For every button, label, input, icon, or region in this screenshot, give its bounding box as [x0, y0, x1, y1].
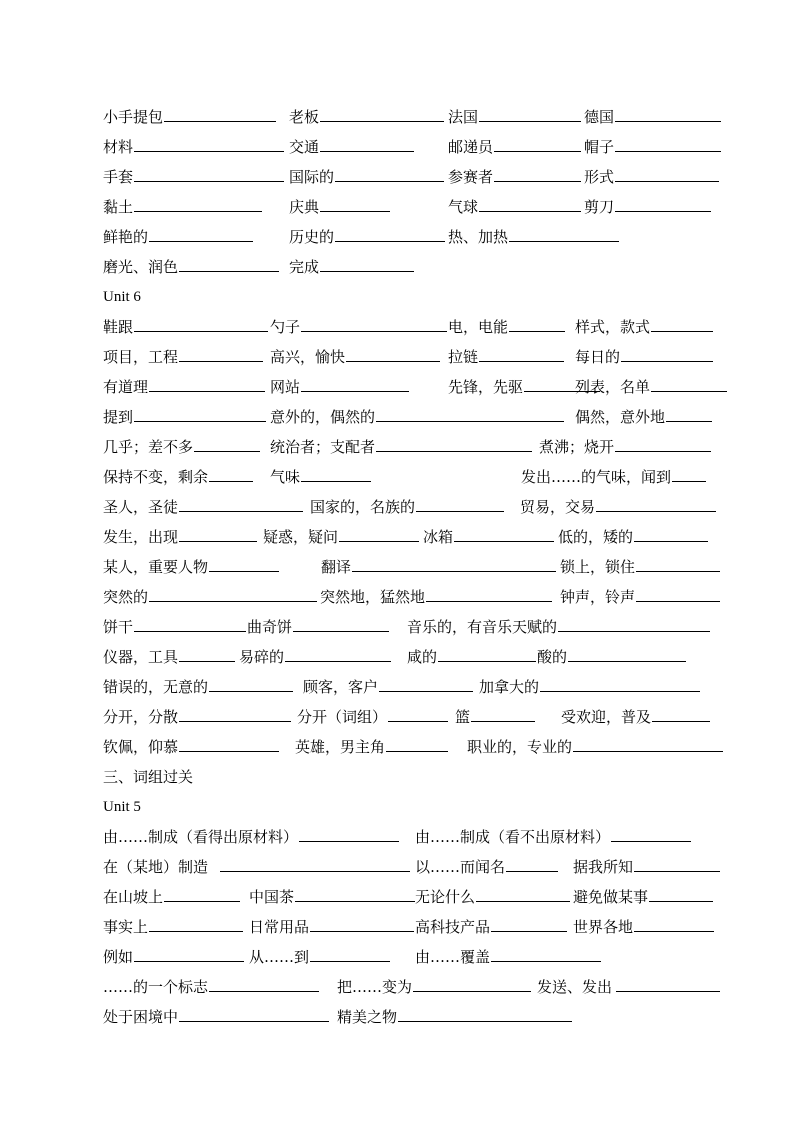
answer-blank[interactable]	[426, 583, 552, 602]
word-prompt: 法国	[448, 108, 479, 126]
vocab-row	[103, 642, 723, 672]
answer-blank[interactable]	[509, 223, 619, 242]
answer-blank[interactable]	[636, 583, 720, 602]
phrase-prompt: 例如	[103, 948, 134, 966]
word-prompt: 项目，工程	[103, 348, 179, 366]
vocab-row	[103, 162, 723, 192]
word-prompt: 突然地，猛然地	[320, 588, 426, 606]
word-prompt: 偶然，意外地	[575, 408, 666, 426]
vocab-row	[103, 192, 723, 222]
answer-blank[interactable]	[386, 733, 448, 752]
word-prompt: 剪刀	[584, 198, 615, 216]
answer-blank[interactable]	[634, 853, 720, 872]
answer-blank[interactable]	[471, 703, 535, 722]
word-prompt: 电，电能	[448, 318, 509, 336]
phrase-prompt: 以……而闻名	[415, 858, 506, 876]
word-prompt: 国家的，名族的	[310, 498, 416, 516]
word-prompt: 国际的	[289, 168, 335, 186]
answer-blank[interactable]	[491, 943, 601, 962]
vocab-row	[103, 132, 723, 162]
answer-blank[interactable]	[346, 343, 440, 362]
word-prompt: 饼干	[103, 618, 134, 636]
answer-blank[interactable]	[209, 463, 253, 482]
word-prompt: 鲜艳的	[103, 228, 149, 246]
phrase-row	[103, 1002, 723, 1032]
vocab-row	[103, 102, 723, 132]
answer-blank[interactable]	[491, 913, 567, 932]
answer-blank[interactable]	[194, 433, 260, 452]
answer-blank[interactable]	[209, 553, 279, 572]
vocab-row	[103, 612, 723, 642]
answer-blank[interactable]	[339, 523, 419, 542]
word-prompt: 列表，名单	[575, 378, 651, 396]
word-prompt: 顾客，客户	[303, 678, 379, 696]
word-prompt: 分开（词组）	[297, 708, 388, 726]
word-prompt: 钟声，铃声	[560, 588, 636, 606]
word-prompt: 突然的	[103, 588, 149, 606]
answer-blank[interactable]	[149, 223, 253, 242]
word-prompt: 每日的	[575, 348, 621, 366]
phrase-prompt: 处于困境中	[103, 1008, 179, 1026]
answer-blank[interactable]	[413, 973, 531, 992]
word-prompt: 小手提包	[103, 108, 164, 126]
word-prompt: 发生，出现	[103, 528, 179, 546]
answer-blank[interactable]	[398, 1003, 572, 1022]
word-prompt: 统治者；支配者	[270, 438, 376, 456]
answer-blank[interactable]	[388, 703, 448, 722]
word-prompt: 咸的	[407, 648, 438, 666]
answer-blank[interactable]	[540, 673, 700, 692]
answer-blank[interactable]	[164, 103, 276, 122]
answer-blank[interactable]	[179, 703, 291, 722]
answer-blank[interactable]	[479, 193, 581, 212]
phrase-prompt: 发送、发出	[537, 978, 613, 996]
phrase-row	[103, 912, 723, 942]
word-prompt: 材料	[103, 138, 134, 156]
answer-blank[interactable]	[649, 883, 713, 902]
phrase-row	[103, 852, 723, 882]
answer-blank[interactable]	[293, 613, 389, 632]
answer-blank[interactable]	[652, 703, 710, 722]
answer-blank[interactable]	[558, 613, 710, 632]
answer-blank[interactable]	[209, 973, 319, 992]
answer-blank[interactable]	[220, 853, 410, 872]
word-prompt: 错误的，无意的	[103, 678, 209, 696]
word-prompt: 钦佩，仰慕	[103, 738, 179, 756]
phrase-row	[103, 972, 723, 1002]
phrase-prompt: 高科技产品	[415, 918, 491, 936]
phrase-row	[103, 882, 723, 912]
phrase-prompt: 日常用品	[249, 918, 310, 936]
word-prompt: 有道理	[103, 378, 149, 396]
word-prompt: 贸易，交易	[520, 498, 596, 516]
answer-blank[interactable]	[616, 973, 720, 992]
word-prompt: 低的，矮的	[558, 528, 634, 546]
answer-blank[interactable]	[376, 433, 532, 452]
word-prompt: 篮	[455, 708, 471, 726]
answer-blank[interactable]	[301, 463, 371, 482]
word-prompt: 某人，重要人物	[103, 558, 209, 576]
answer-blank[interactable]	[209, 673, 293, 692]
phrase-prompt: ……的一个标志	[103, 978, 209, 996]
answer-blank[interactable]	[611, 823, 691, 842]
answer-blank[interactable]	[320, 253, 414, 272]
answer-blank[interactable]	[179, 1003, 329, 1022]
phrase-prompt: 在（某地）制造	[103, 858, 209, 876]
word-prompt: 锁上，锁住	[560, 558, 636, 576]
answer-blank[interactable]	[320, 103, 444, 122]
word-prompt: 参赛者	[448, 168, 494, 186]
phrase-prompt: 由……制成（看得出原材料）	[103, 828, 299, 846]
answer-blank[interactable]	[134, 163, 284, 182]
answer-blank[interactable]	[506, 853, 558, 872]
unit-heading: Unit 5	[103, 799, 141, 815]
answer-blank[interactable]	[134, 133, 284, 152]
answer-blank[interactable]	[301, 313, 447, 332]
answer-blank[interactable]	[352, 553, 556, 572]
word-prompt: 加拿大的	[479, 678, 540, 696]
answer-blank[interactable]	[310, 913, 414, 932]
word-prompt: 受欢迎，普及	[561, 708, 652, 726]
word-prompt: 网站	[270, 378, 301, 396]
vocab-row	[103, 582, 723, 612]
word-prompt: 手套	[103, 168, 134, 186]
phrase-row	[103, 942, 723, 972]
vocab-row	[103, 402, 723, 432]
word-prompt: 翻译	[321, 558, 352, 576]
answer-blank[interactable]	[651, 373, 727, 392]
word-prompt: 分开，分散	[103, 708, 179, 726]
word-prompt: 形式	[584, 168, 615, 186]
answer-blank[interactable]	[285, 643, 391, 662]
word-prompt: 先锋，先驱	[448, 378, 524, 396]
word-prompt: 气味	[270, 468, 301, 486]
word-prompt: 发出……的气味，闻到	[521, 468, 672, 486]
answer-blank[interactable]	[149, 373, 265, 392]
word-prompt: 完成	[289, 258, 320, 276]
phrase-prompt: 由……制成（看不出原材料）	[415, 828, 611, 846]
word-prompt: 交通	[289, 138, 320, 156]
vocab-row	[103, 492, 723, 522]
answer-blank[interactable]	[666, 403, 712, 422]
word-prompt: 几乎；差不多	[103, 438, 194, 456]
word-prompt: 拉链	[448, 348, 479, 366]
answer-blank[interactable]	[672, 463, 706, 482]
word-prompt: 磨光、润色	[103, 258, 179, 276]
answer-blank[interactable]	[179, 643, 235, 662]
answer-blank[interactable]	[299, 823, 399, 842]
word-prompt: 意外的，偶然的	[270, 408, 376, 426]
vocab-row	[103, 252, 723, 282]
answer-blank[interactable]	[615, 163, 719, 182]
word-prompt: 邮递员	[448, 138, 494, 156]
vocab-row	[103, 312, 723, 342]
answer-blank[interactable]	[179, 733, 279, 752]
answer-blank[interactable]	[573, 733, 723, 752]
word-prompt: 疑惑，疑问	[263, 528, 339, 546]
answer-blank[interactable]	[310, 943, 390, 962]
phrase-prompt: 事实上	[103, 918, 149, 936]
answer-blank[interactable]	[438, 643, 536, 662]
answer-blank[interactable]	[379, 673, 473, 692]
answer-blank[interactable]	[494, 133, 581, 152]
vocab-row	[103, 702, 723, 732]
phrase-prompt: 精美之物	[337, 1008, 398, 1026]
answer-blank[interactable]	[416, 493, 504, 512]
phrase-prompt: 世界各地	[573, 918, 634, 936]
answer-blank[interactable]	[134, 613, 246, 632]
answer-blank[interactable]	[320, 193, 390, 212]
answer-blank[interactable]	[651, 313, 713, 332]
word-prompt: 圣人，圣徒	[103, 498, 179, 516]
answer-blank[interactable]	[301, 373, 409, 392]
answer-blank[interactable]	[615, 433, 711, 452]
answer-blank[interactable]	[479, 343, 564, 362]
answer-blank[interactable]	[335, 223, 445, 242]
word-prompt: 易碎的	[239, 648, 285, 666]
answer-blank[interactable]	[134, 943, 244, 962]
word-prompt: 黏土	[103, 198, 134, 216]
answer-blank[interactable]	[615, 133, 721, 152]
word-prompt: 煮沸；烧开	[539, 438, 615, 456]
section-heading: 三、词组过关	[103, 768, 194, 786]
answer-blank[interactable]	[164, 883, 240, 902]
answer-blank[interactable]	[179, 343, 263, 362]
answer-blank[interactable]	[376, 403, 564, 422]
word-prompt: 酸的	[537, 648, 568, 666]
vocab-row	[103, 372, 723, 402]
worksheet	[103, 102, 723, 1032]
word-prompt: 样式，款式	[575, 318, 651, 336]
answer-blank[interactable]	[615, 193, 711, 212]
answer-blank[interactable]	[149, 913, 243, 932]
answer-blank[interactable]	[454, 523, 554, 542]
answer-blank[interactable]	[636, 553, 720, 572]
answer-blank[interactable]	[476, 883, 570, 902]
vocab-row	[103, 672, 723, 702]
answer-blank[interactable]	[335, 163, 444, 182]
answer-blank[interactable]	[320, 133, 414, 152]
vocab-row	[103, 522, 723, 552]
word-prompt: 音乐的，有音乐天赋的	[407, 618, 558, 636]
word-prompt: 德国	[584, 108, 615, 126]
phrase-prompt: 把……变为	[337, 978, 413, 996]
vocab-row	[103, 432, 723, 462]
answer-blank[interactable]	[494, 163, 581, 182]
phrase-prompt: 在山坡上	[103, 888, 164, 906]
word-prompt: 提到	[103, 408, 134, 426]
answer-blank[interactable]	[179, 493, 303, 512]
answer-blank[interactable]	[634, 913, 714, 932]
phrase-prompt: 从……到	[249, 948, 310, 966]
answer-blank[interactable]	[134, 193, 262, 212]
vocab-row	[103, 552, 723, 582]
phrase-prompt: 避免做某事	[573, 888, 649, 906]
answer-blank[interactable]	[134, 403, 266, 422]
unit-heading: Unit 6	[103, 289, 141, 305]
vocab-row	[103, 342, 723, 372]
word-prompt: 勺子	[270, 318, 301, 336]
answer-blank[interactable]	[568, 643, 686, 662]
answer-blank[interactable]	[179, 253, 279, 272]
answer-blank[interactable]	[295, 883, 415, 902]
answer-blank[interactable]	[134, 313, 268, 332]
answer-blank[interactable]	[149, 583, 317, 602]
word-prompt: 仪器，工具	[103, 648, 179, 666]
word-prompt: 保持不变，剩余	[103, 468, 209, 486]
answer-blank[interactable]	[509, 313, 565, 332]
answer-blank[interactable]	[596, 493, 716, 512]
word-prompt: 英雄，男主角	[295, 738, 386, 756]
phrase-prompt: 据我所知	[573, 858, 634, 876]
vocab-row	[103, 462, 723, 492]
answer-blank[interactable]	[179, 523, 257, 542]
phrase-prompt: 无论什么	[415, 888, 476, 906]
vocab-row	[103, 222, 723, 252]
word-prompt: 曲奇饼	[247, 618, 293, 636]
word-prompt: 冰箱	[423, 528, 454, 546]
phrase-prompt: 中国茶	[249, 888, 295, 906]
phrase-row	[103, 822, 723, 852]
word-prompt: 历史的	[289, 228, 335, 246]
word-prompt: 庆典	[289, 198, 320, 216]
word-prompt: 老板	[289, 108, 320, 126]
word-prompt: 气球	[448, 198, 479, 216]
answer-blank[interactable]	[621, 343, 713, 362]
answer-blank[interactable]	[479, 103, 581, 122]
answer-blank[interactable]	[634, 523, 708, 542]
word-prompt: 热、加热	[448, 228, 509, 246]
answer-blank[interactable]	[615, 103, 721, 122]
vocab-row	[103, 732, 723, 762]
phrase-prompt: 由……覆盖	[415, 948, 491, 966]
word-prompt: 职业的，专业的	[467, 738, 573, 756]
word-prompt: 帽子	[584, 138, 615, 156]
word-prompt: 鞋跟	[103, 318, 134, 336]
word-prompt: 高兴，愉快	[270, 348, 346, 366]
